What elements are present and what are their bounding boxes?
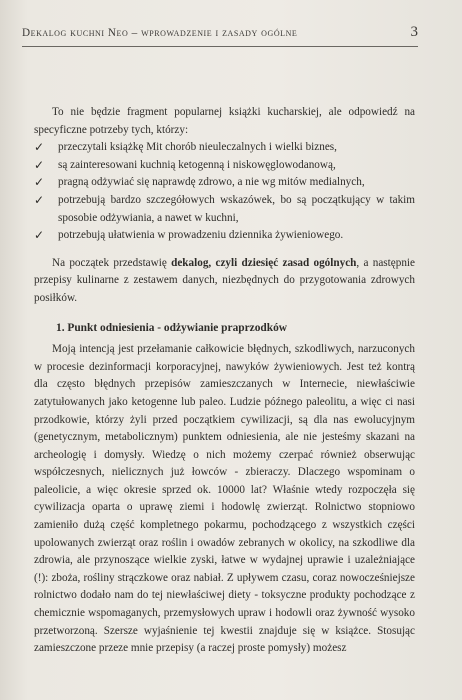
decalogue-emphasis: dekalog, czyli dziesięć zasad ogólnych [171,256,357,269]
check-icon: ✓ [34,157,45,172]
check-icon: ✓ [34,192,45,207]
checklist-item: ✓ pragną odżywiać się naprawdę zdrowo, a nie wg mitów medialnych, [34,174,415,192]
page-number: 3 [410,24,418,40]
decalogue-paragraph: Na początek przedstawię dekalog, czyli dziesięć zasad ogólnych, a następnie przepisy kulinarne z zestawem danych, niezbędnych do przygotowania zdrowych posiłków. [34,256,415,304]
intro-paragraph: To nie będzie fragment popularnej książki kucharskiej, ale odpowiedź na specyficzne potrzeby tych, którzy: [34,106,415,136]
check-icon: ✓ [34,228,45,243]
checklist-item: ✓ potrzebują ułatwienia w prowadzeniu dziennika żywieniowego. [34,227,415,245]
page-body [34,104,415,658]
running-header [22,24,418,47]
checklist-item: ✓ są zainteresowani kuchnią ketogenną i niskowęglowodanową, [34,157,415,175]
checklist [34,139,415,245]
section-body: Moją intencją jest przełamanie całkowicie błędnych, szkodliwych, narzuconych w procesie dezinformacji korporacyjnej, nawyków żywieniowych. Jest też kontrą dla często błędnych przepisów zamieszczanych w Internecie, niewłaściwie zatytułowanych jako ketogenne lub paleo. Ludzie późnego paleolitu, a więc ci nasi przodkowie, którzy żyli przed początkiem cywilizacji, są dla nas ewolucyjnym (genetycznym, metabolicznym) punktem odniesienia, ale nie jesteśmy skazani na archeologię i domysły. Wiedzę o nich możemy czerpać również obserwując współczesnych, nielicznych już łowców - zbieraczy. Dlaczego wspominam o paleolicie, a więc okresie sprzed ok. 10000 lat? Właśnie wtedy rozpoczęła się cywilizacja oparta o uprawę ziemi i hodowlę zwierząt. Rolnictwo stopniowo zamieniło dużą część kompletnego pokarmu, pochodzącego z wszystkich części upolowanych zwierząt oraz roślin i owadów zebranych w okolicy, na szkodliwe dla zdrowia, ale przynoszące wielkie zyski, łatwe w wydajnej uprawie i uzależniające (!): zboża, rośliny strączkowe oraz nabiał. Z upływem czasu, coraz nowocześniejsze rolnictwo dodało nam do tej niewłaściwej diety - toksyczne produkty pochodzące z chemicznie wspomaganych, przemysłowych upraw i hodowli oraz żywność wysoko przetworzoną. Szersze wyjaśnienie tej kwestii znajduje się w książce. Stosując zamieszczone przeze mnie przepisy (a raczej proste pomysły) możesz [34,343,415,655]
checklist-item: ✓ potrzebują bardzo szczegółowych wskazówek, bo są początkujący w takim sposobie odżywiania, a nawet w kuchni, [34,192,415,224]
check-icon: ✓ [34,175,45,190]
checklist-item: ✓ przeczytali książkę Mit chorób nieuleczalnych i wielki biznes, [34,139,415,157]
check-icon: ✓ [34,140,45,155]
running-title: Dekalog kuchni Neo – wprowadzenie i zasady ogólne [22,27,298,39]
section-heading: 1. Punkt odniesienia - odżywianie praprzodków [56,321,288,334]
